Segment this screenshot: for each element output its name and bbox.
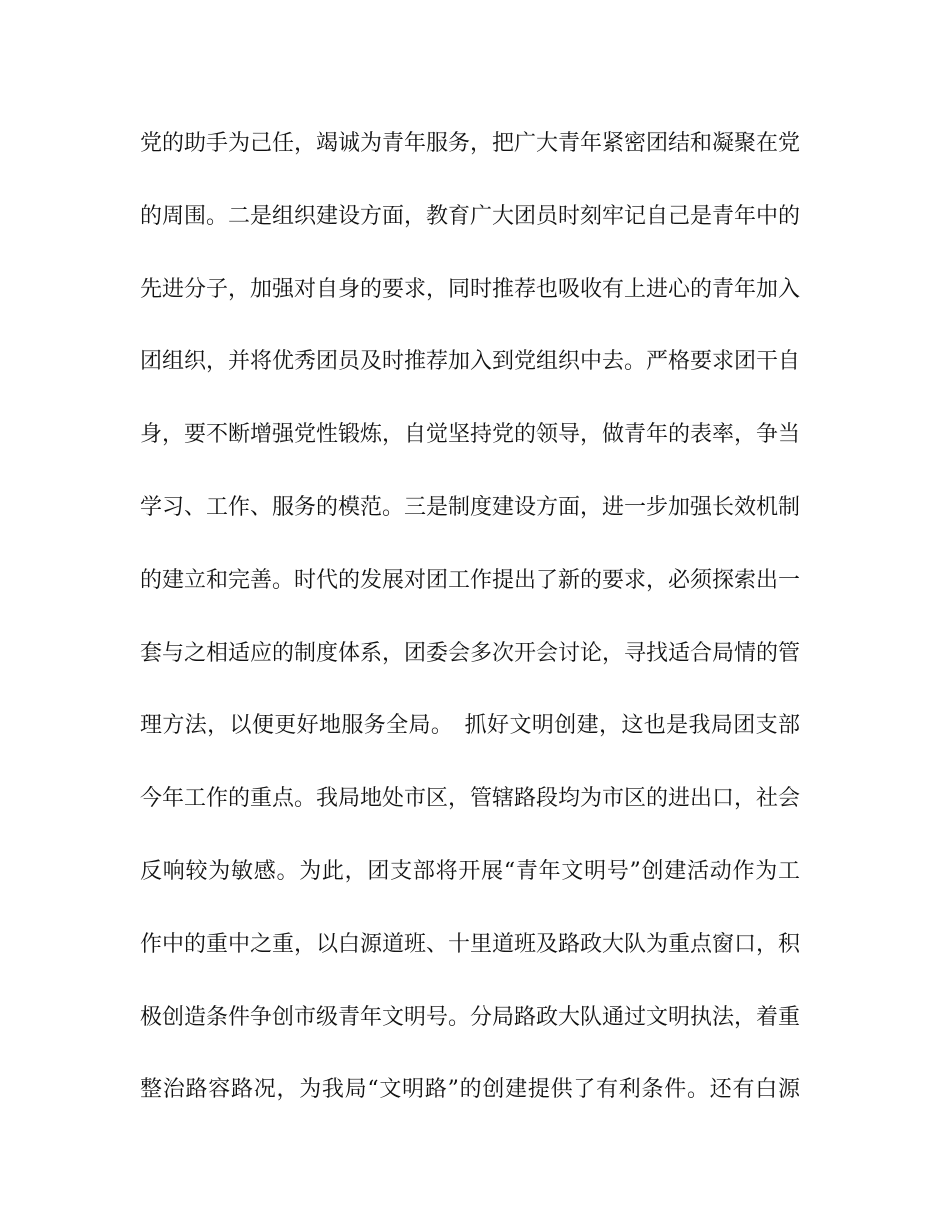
text-line: 先进分子，加强对自身的要求，同时推荐也吸收有上进心的青年加入	[140, 276, 800, 302]
text-line: 作中的重中之重，以白源道班、十里道班及路政大队为重点窗口，积	[140, 931, 800, 957]
text-line: 团组织，并将优秀团员及时推荐加入到党组织中去。严格要求团干自	[140, 349, 800, 375]
text-line: 整治路容路况，为我局“文明路”的创建提供了有利条件。还有白源	[140, 1077, 800, 1103]
text-line: 党的助手为己任，竭诚为青年服务，把广大青年紧密团结和凝聚在党	[140, 131, 800, 156]
text-line: 身，要不断增强党性锻炼，自觉坚持党的领导，做青年的表率，争当	[140, 422, 800, 448]
text-line: 今年工作的重点。我局地处市区，管辖路段均为市区的进出口，社会	[140, 786, 800, 812]
text-line: 学习、工作、服务的模范。三是制度建设方面，进一步加强长效机制	[140, 494, 800, 520]
text-line: 极创造条件争创市级青年文明号。分局路政大队通过文明执法，着重	[140, 1004, 800, 1030]
text-line: 套与之相适应的制度体系，团委会多次开会讨论，寻找适合局情的管	[140, 640, 800, 666]
text-line: 的建立和完善。时代的发展对团工作提出了新的要求，必须探索出一	[140, 567, 800, 593]
body-text	[140, 124, 800, 1143]
text-line: 反响较为敏感。为此，团支部将开展“青年文明号”创建活动作为工	[140, 858, 800, 884]
text-line: 理方法，以便更好地服务全局。 抓好文明创建，这也是我局团支部	[140, 713, 800, 739]
text-line: 的周围。二是组织建设方面，教育广大团员时刻牢记自己是青年中的	[140, 203, 800, 229]
